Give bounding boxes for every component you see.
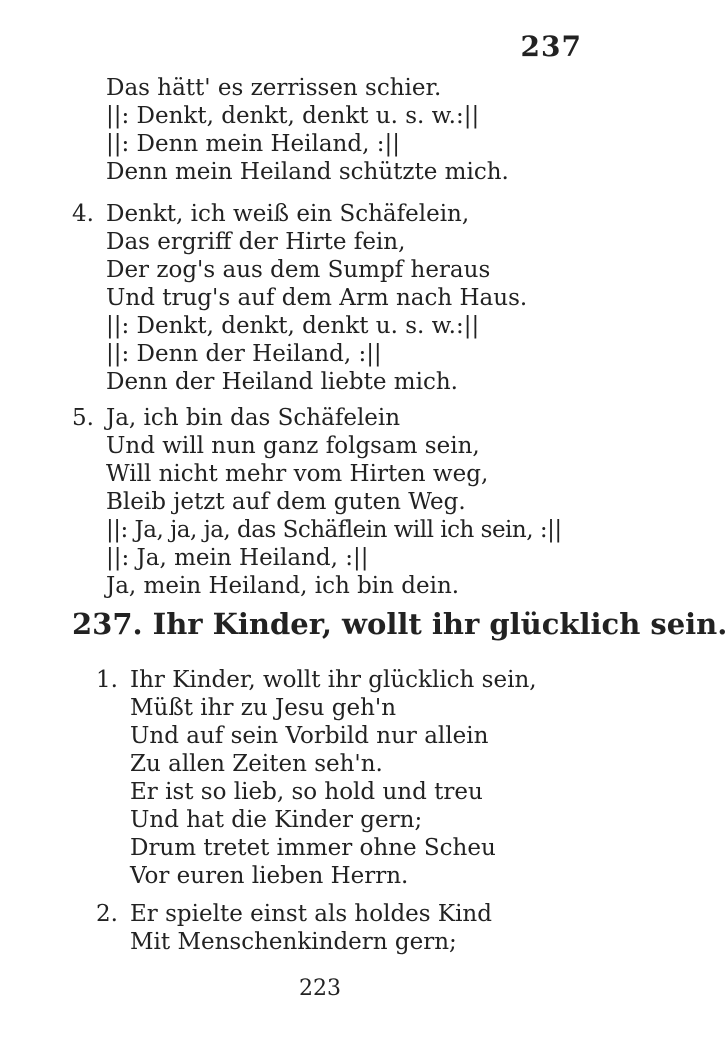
verse-line: ||: Denkt, denkt, denkt u. s. w.:|| bbox=[106, 103, 480, 129]
verse-line: Will nicht mehr vom Hirten weg, bbox=[106, 461, 489, 487]
verse-line: Das ergriff der Hirte fein, bbox=[106, 229, 406, 255]
verse-line: Denkt, ich weiß ein Schäfelein, bbox=[106, 201, 470, 227]
verse-line: Ja, ich bin das Schäfelein bbox=[106, 405, 401, 431]
hymn-number: 237. bbox=[72, 607, 143, 641]
verse-line: Und auf sein Vorbild nur allein bbox=[130, 723, 489, 749]
verse-line: Denn der Heiland liebte mich. bbox=[106, 369, 458, 395]
verse-line: Er ist so lieb, so hold und treu bbox=[130, 779, 483, 805]
verse-number: 5. bbox=[72, 405, 94, 431]
verse-number: 1. bbox=[96, 667, 118, 693]
verse-line: Ihr Kinder, wollt ihr glücklich sein, bbox=[130, 667, 537, 693]
verse-line: ||: Denkt, denkt, denkt u. s. w.:|| bbox=[106, 313, 480, 339]
verse-line: ||: Denn mein Heiland, :|| bbox=[106, 131, 400, 157]
verse-number: 2. bbox=[96, 901, 118, 927]
verse-line: Drum tretet immer ohne Scheu bbox=[130, 835, 496, 861]
verse-line: Mit Menschenkindern gern; bbox=[130, 929, 457, 955]
hymn-title-text: Ihr Kinder, wollt ihr glücklich sein. bbox=[152, 607, 727, 641]
verse-line: Denn mein Heiland schützte mich. bbox=[106, 159, 509, 185]
verse-line: ||: Denn der Heiland, :|| bbox=[106, 341, 382, 367]
verse-line: Zu allen Zeiten seh'n. bbox=[130, 751, 383, 777]
verse-line: Und will nun ganz folgsam sein, bbox=[106, 433, 480, 459]
verse-line: Vor euren lieben Herrn. bbox=[130, 863, 409, 889]
verse-line: Er spielte einst als holdes Kind bbox=[130, 901, 492, 927]
verse-line: Und hat die Kinder gern; bbox=[130, 807, 423, 833]
verse-line: Müßt ihr zu Jesu geh'n bbox=[130, 695, 397, 721]
verse-line: Und trug's auf dem Arm nach Haus. bbox=[106, 285, 528, 311]
page-footer-number: 223 bbox=[299, 976, 341, 1001]
verse-line: ||: Ja, ja, ja, das Schäflein will ich sein, :|| bbox=[106, 517, 562, 543]
verse-line: ||: Ja, mein Heiland, :|| bbox=[106, 545, 369, 571]
verse-line: Ja, mein Heiland, ich bin dein. bbox=[106, 573, 460, 599]
page-header-number: 237 bbox=[520, 30, 582, 63]
verse-number: 4. bbox=[72, 201, 94, 227]
verse-line: Bleib jetzt auf dem guten Weg. bbox=[106, 489, 466, 515]
hymn-title bbox=[72, 606, 727, 642]
verse-line: Der zog's aus dem Sumpf heraus bbox=[106, 257, 491, 283]
verse-line: Das hätt' es zerrissen schier. bbox=[106, 75, 442, 101]
